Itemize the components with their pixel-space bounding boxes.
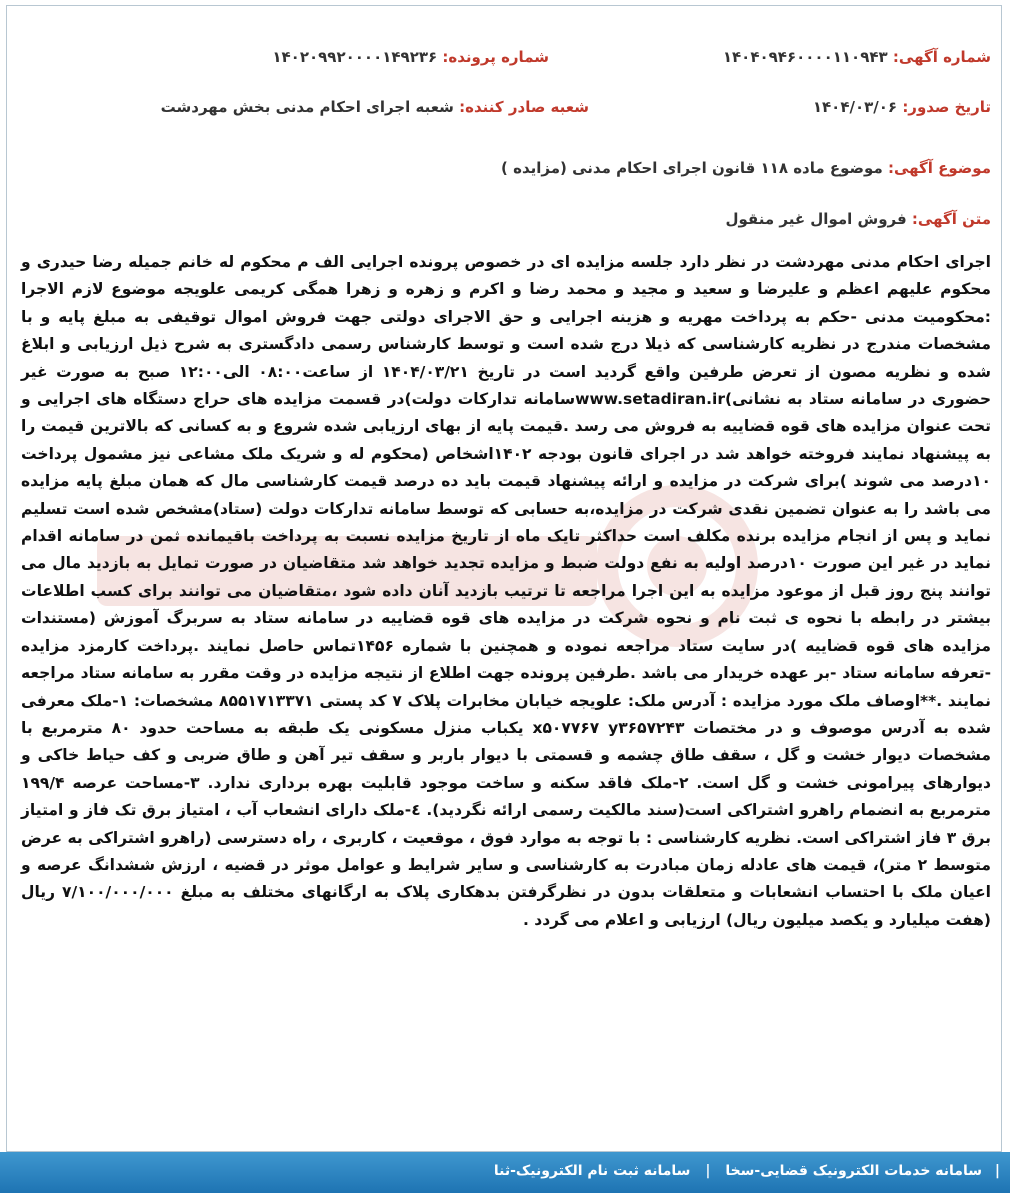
issue-date-label: تاریخ صدور: xyxy=(902,98,991,116)
subject-label: موضوع آگهی: xyxy=(887,159,991,177)
notice-body: اجرای احکام مدنی مهردشت در نظر دارد جلسه مزایده ای در خصوص پرونده اجرایی الف م محکوم له خانم جمیله رضا حیدری و محکوم علیهم اعظم و علیرضا و سعید و مجید و محمد رضا و اکرم و زهره و زهرا همگی کریمی علویجه موضوع لازم الاجرا :محکومیت مدنی -حکم به پرداخت مهریه و هزینه اجرایی و حق الاجرای دولتی جهت فروش اموال توقیفی به مبلغ پایه و با مشخصات مندرج در نظریه کارشناسی که ذیلا درج شده است و توسط کارشناس رسمی دادگستری به شرح ذیل ارزیابی و ابلاغ شده و نظریه مصون از تعرض طرفین واقع گردید است در تاریخ ۱۴۰۴/۰۳/۲۱ از ساعت۰۸:۰۰ الی۱۲:۰۰ صبح به صورت غیر حضوری در سامانه ستاد به نشانی)www.setadiran.irسامانه تدارکات دولت)در قسمت مزایده های حراج دستگاه های اجرایی و تحت عنوان مزایده های قوه قضاییه به فروش می رسد .قیمت پایه از بهای ارزیابی شده شروع و به کسانی که بالاترین قیمت را به پیشنهاد نمایند فروخته خواهد شد در اجرای قانون بودجه ۱۴۰۲اشخاص (محکوم له و شریک ملک مشاعی نیز مشمول پرداخت ۱۰درصد می شوند )برای شرکت در مزایده و ارائه پیشنهاد قیمت باید ده درصد قیمت کارشناسی مال که همان مبلغ پایه مزایده می باشد را به عنوان تضمین نقدی شرکت در مزایده،به حسابی که توسط سامانه تدارکات دولت (ستاد)مشخص شده است تسلیم نماید و پس از انجام مزایده برنده مکلف است حداکثر تایک ماه از تاریخ مزایده نسبت به پرداخت باقیمانده ثمن در سامانه اقدام نماید در غیر این صورت ۱۰درصد اولیه به نفع دولت ضبط و مزایده تجدید خواهد شد متقاضیان در صورت تمایل به بازدید مال می توانند پنج روز قبل از موعود مزایده به این اجرا مراجعه تا ترتیب بازدید آنان داده شود ،متقاضیان می توانند برای کسب اطلاعات بیشتر در رابطه با نحوه ی ثبت نام و نحوه شرکت در مزایده های قوه قضاییه در سامانه ستاد به سربرگ آموزش (مستندات مزایده های قوه قضاییه )در سایت ستاد مراجعه نموده و همچنین با شماره ۱۴۵۶تماس حاصل نمایند .پرداخت کارمزد مزایده -تعرفه سامانه ستاد -بر عهده خریدار می باشد .طرفین پرونده جهت اطلاع از نتیجه مزایده در وقت مقرر به سامانه ستاد مراجعه نمایند .**اوصاف ملک مورد مزایده : آدرس ملک: علویجه خیابان مخابرات پلاک ۷ کد پستی ۸۵۵۱۷۱۳۳۷۱ مشخصات: ۱-ملک معرفی شده به آدرس موصوف و در مختصات x۵۰۷۷۶۷ y۳۶۵۷۲۴۳ یکباب منزل مسکونی یک طبقه به مساحت حدود ۸۰ مترمربع با مشخصات دیوار خشت و گل ، سقف طاق چشمه و قسمتی با دیوار باربر و سقف تیر آهن و طاق ضربی و کف حیاط خاکی و دیوارهای پیرامونی خشت و گل است. ۲-ملک فاقد سکنه و ساخت موجود قابلیت بهره برداری ندارد. ۳-مساحت عرصه ۱۹۹/۴ مترمربع به انضمام راهرو اشتراکی است(سند مالکیت رسمی ارائه نگردید). ٤-ملک دارای انشعاب آب ، امتیاز برق تک فاز و امتیاز برق ۳ فاز اشتراکی است. نظریه کارشناسی : با توجه به موارد فوق ، موقعیت ، کاربری ، راه دسترسی (راهرو اشتراکی به عرض متوسط ۲ متر)، قیمت های عادله زمان مبادرت به کارشناسی و سایر شرایط و عوامل موثر در قضیه ، ارزش ششدانگ عرصه و اعیان ملک با احتساب انشعابات و متعلقات بدون در نظرگرفتن بدهکاری پلاک به ارگانهای مختلف به مبلغ ۷/۱۰۰/۰۰۰/۰۰۰ ریال (هفت میلیارد و یکصد میلیون ریال) ارزیابی و اعلام می گردد . xyxy=(21,253,992,929)
notice-page xyxy=(6,5,1002,1152)
notice-number-label: شماره آگهی: xyxy=(892,48,991,66)
footer-link-sakha[interactable]: سامانه خدمات الکترونیک قضایی-سخا xyxy=(725,1163,982,1179)
issue-date-value: ۱۴۰۴/۰۳/۰۶ xyxy=(812,98,898,116)
footer-link-sana[interactable]: سامانه ثبت نام الکترونیک-ثنا xyxy=(493,1163,691,1179)
notice-number-value: ۱۴۰۴۰۹۴۶۰۰۰۰۱۱۰۹۴۳ xyxy=(722,48,888,66)
issuer-label: شعبه صادر کننده: xyxy=(459,98,589,116)
notice-number xyxy=(723,48,991,66)
case-number-value: ۱۴۰۲۰۹۹۲۰۰۰۰۱۴۹۲۳۶ xyxy=(272,48,438,66)
notice-text-value: فروش اموال غیر منقول xyxy=(725,210,907,228)
footer-separator-right: | xyxy=(994,1163,1000,1179)
notice-subject xyxy=(501,159,991,177)
issuer xyxy=(161,98,589,116)
notice-text-label: متن آگهی: xyxy=(911,210,991,228)
case-number xyxy=(272,48,549,66)
notice-text xyxy=(726,210,991,228)
issue-date xyxy=(813,98,991,116)
case-number-label: شماره پرونده: xyxy=(442,48,549,66)
footer-bar xyxy=(0,1152,1010,1193)
subject-value: موضوع ماده ۱۱۸ قانون اجرای احکام مدنی (مزایده ) xyxy=(501,159,883,177)
issuer-value: شعبه اجرای احکام مدنی بخش مهردشت xyxy=(160,98,454,116)
footer-separator: | xyxy=(705,1163,711,1179)
